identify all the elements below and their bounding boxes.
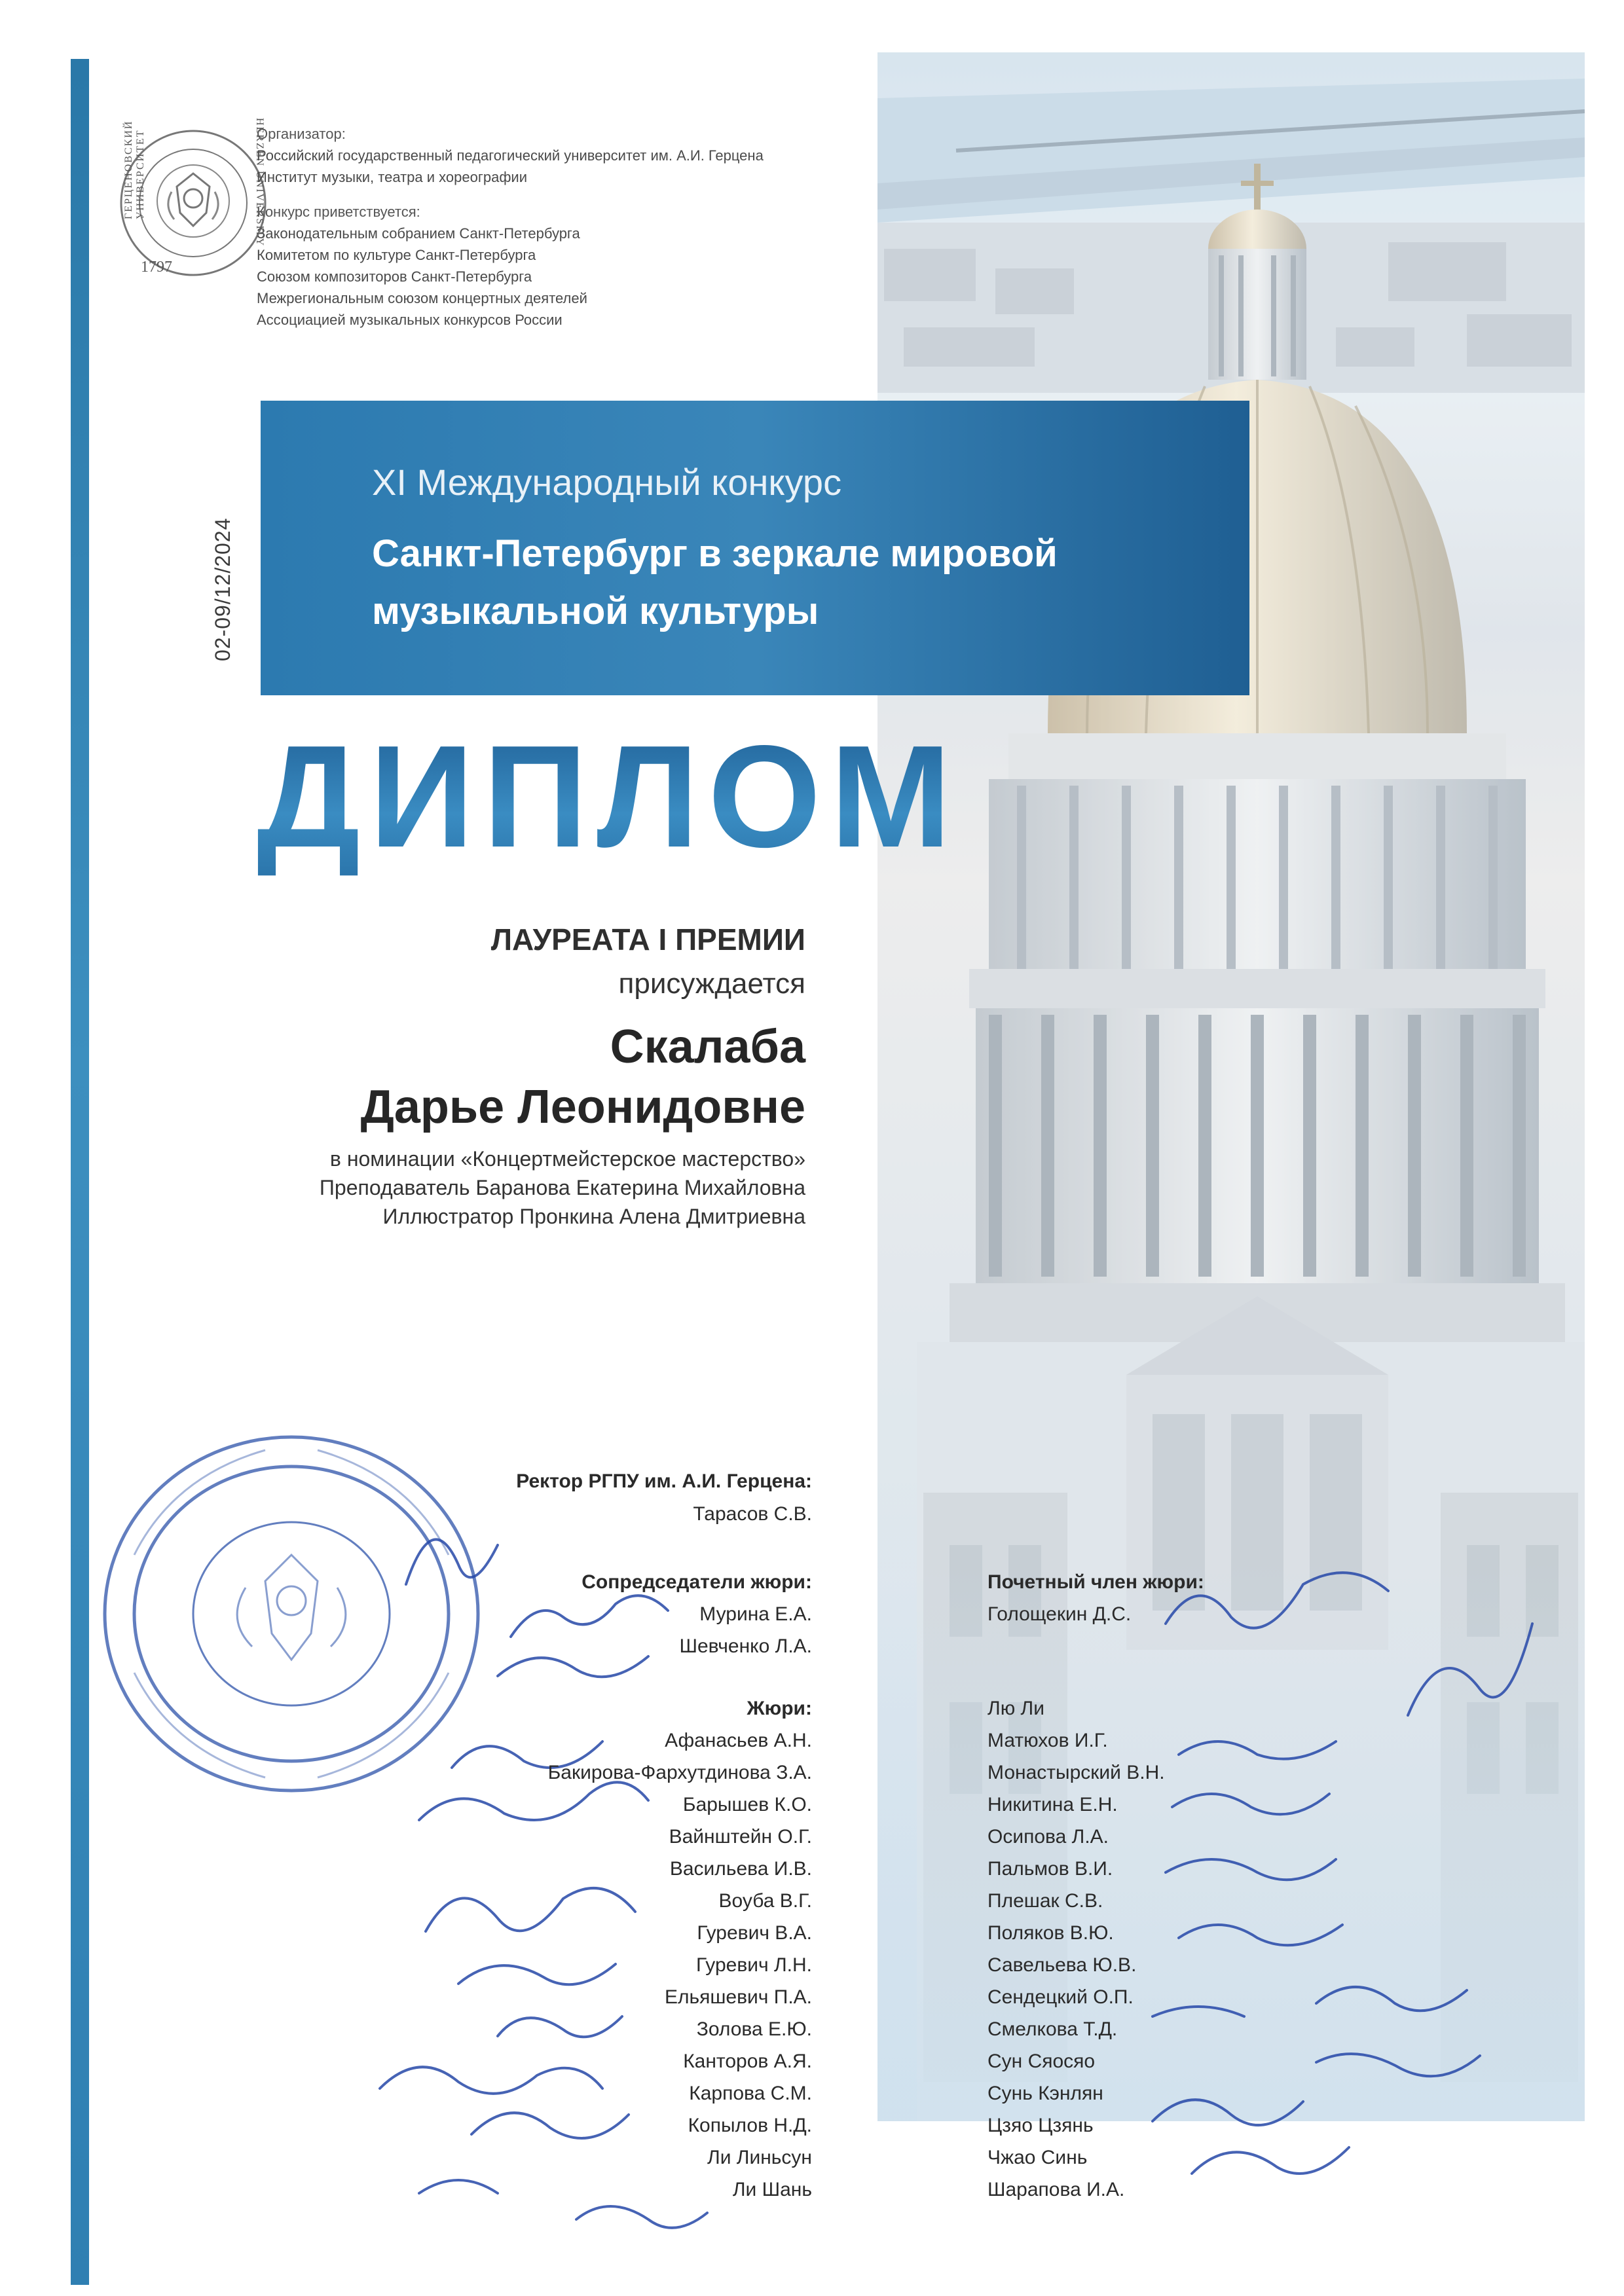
organizer-block	[257, 123, 764, 331]
rector-label: Ректор РГПУ им. А.И. Герцена:	[516, 1470, 812, 1492]
jury-member: Сунь Кэнлян	[987, 2083, 1103, 2104]
jury-member: Васильева И.В.	[669, 1858, 812, 1880]
honorary-name: Голощекин Д.С.	[987, 1603, 1132, 1625]
illustrator: Иллюстратор Пронкина Алена Дмитриевна	[382, 1205, 805, 1228]
jury-member: Золова Е.Ю.	[696, 2018, 812, 2040]
jury-member: Пальмов В.И.	[987, 1858, 1113, 1880]
jury-member: Монастырский В.Н.	[987, 1762, 1165, 1783]
cochair-name: Шевченко Л.А.	[679, 1635, 812, 1657]
awarded-text: присуждается	[618, 968, 805, 1000]
emblem-text-left: ГЕРЦЕНОВСКИЙ УНИВЕРСИТЕТ	[123, 120, 146, 219]
jury-member: Никитина Е.Н.	[987, 1794, 1118, 1815]
jury-member: Осипова Л.А.	[987, 1826, 1109, 1848]
jury-member: Ельяшевич П.А.	[664, 1986, 812, 2008]
jury-member: Афанасьев А.Н.	[665, 1730, 812, 1751]
jury-list-right	[987, 1692, 1165, 2206]
recipient-surname: Скалаба	[610, 1021, 805, 1073]
jury-member: Поляков В.Ю.	[987, 1922, 1114, 1944]
jury-member: Матюхов И.Г.	[987, 1730, 1108, 1751]
teacher: Преподаватель Баранова Екатерина Михайловна	[319, 1176, 805, 1199]
jury-member: Сун Сяосяо	[987, 2050, 1096, 2072]
jury-member: Гуревич Л.Н.	[696, 1954, 812, 1976]
organizer-line: Российский государственный педагогический университет им. А.И. Герцена	[257, 147, 764, 164]
award-rank: ЛАУРЕАТА I ПРЕМИИ	[490, 922, 805, 957]
cathedral-photo	[877, 52, 1585, 2121]
jury-member: Чжао Синь	[987, 2147, 1088, 2168]
contest-dates: 02-09/12/2024	[211, 517, 234, 661]
jury-member: Ли Линьсун	[707, 2147, 812, 2168]
honorary-label: Почетный член жюри:	[987, 1571, 1204, 1593]
jury-member: Плешак С.В.	[987, 1890, 1103, 1912]
cochairs-label: Сопредседатели жюри:	[581, 1571, 812, 1593]
jury-member: Карпова С.М.	[689, 2083, 812, 2104]
recipient-given-names: Дарье Леонидовне	[360, 1081, 805, 1133]
support-line: Комитетом по культуре Санкт-Петербурга	[257, 247, 536, 263]
jury-member: Вайнштейн О.Г.	[669, 1826, 812, 1848]
jury-member: Шарапова И.А.	[987, 2179, 1125, 2200]
jury-member: Цзяо Цзянь	[987, 2115, 1094, 2136]
jury-list-left	[548, 1692, 812, 2206]
jury-member: Бакирова-Фархутдинова З.А.	[547, 1762, 812, 1783]
jury-member: Лю Ли	[987, 1698, 1044, 1719]
official-stamp	[95, 1424, 488, 1804]
emblem-year: 1797	[141, 259, 172, 276]
honorary-block	[987, 1566, 1204, 1630]
jury-label: Жюри:	[747, 1698, 812, 1719]
jury-member: Ли Шань	[732, 2179, 812, 2200]
jury-member: Копылов Н.Д.	[688, 2115, 812, 2136]
cochairs-block	[581, 1566, 812, 1662]
organizer-label: Организатор:	[257, 126, 346, 142]
jury-member: Барышев К.О.	[682, 1794, 812, 1815]
jury-member: Воуба В.Г.	[718, 1890, 812, 1912]
contest-title-box	[261, 401, 1249, 695]
organizer-line: Институт музыки, театра и хореографии	[257, 169, 527, 185]
contest-title: Санкт-Петербург в зеркале мировой музыкальной культуры	[372, 532, 1058, 632]
support-line: Законодательным собранием Санкт-Петербурга	[257, 225, 580, 242]
support-line: Межрегиональным союзом концертных деятелей	[257, 290, 587, 306]
nomination: в номинации «Концертмейстерское мастерство»	[329, 1147, 805, 1171]
support-line: Ассоциацией музыкальных конкурсов России	[257, 312, 563, 328]
contest-edition: XI Международный конкурс	[372, 462, 842, 503]
jury-member: Савельева Ю.В.	[987, 1954, 1137, 1976]
cochair-name: Мурина Е.А.	[699, 1603, 812, 1625]
jury-member: Гуревич В.А.	[697, 1922, 812, 1944]
jury-member: Канторов А.Я.	[683, 2050, 812, 2072]
jury-member: Смелкова Т.Д.	[987, 2018, 1118, 2040]
support-line: Союзом композиторов Санкт-Петербурга	[257, 268, 532, 285]
left-blue-stripe	[71, 59, 89, 2285]
rector-name: Тарасов С.В.	[693, 1503, 812, 1525]
emblem-text-right: HERZEN UNIVERSITY	[254, 118, 265, 247]
jury-member: Сендецкий О.П.	[987, 1986, 1134, 2008]
diploma-title: ДИПЛОМ	[257, 714, 961, 881]
support-label: Конкурс приветствуется:	[257, 204, 420, 220]
